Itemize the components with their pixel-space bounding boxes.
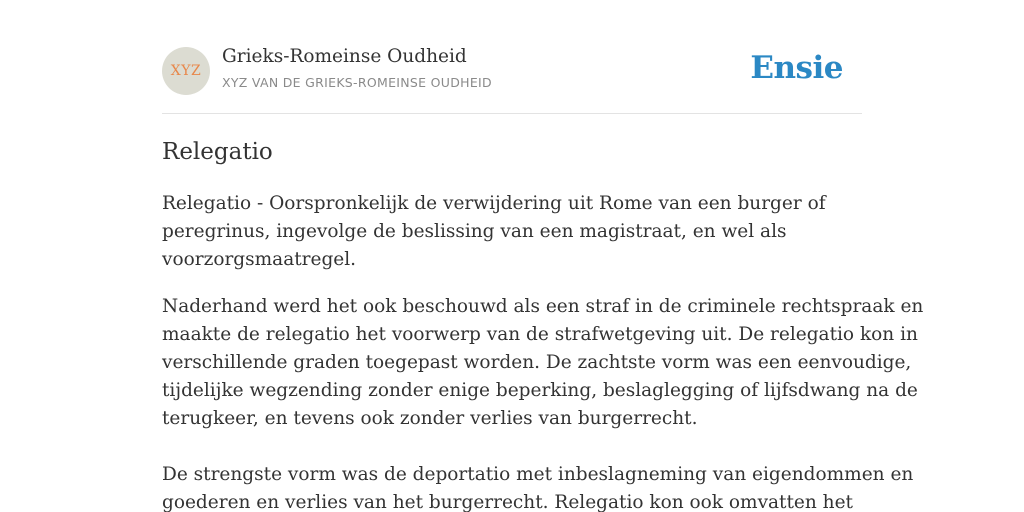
ensie-logo-link[interactable]: Ensie [750,50,843,86]
paragraph-line: terugkeer, en tevens ook zonder verlies van burgerrecht. [162,408,698,429]
source-subtitle: XYZ VAN DE GRIEKS-ROMEINSE OUDHEID [222,75,492,90]
source-header [162,0,862,114]
article-body [162,190,924,512]
paragraph [162,461,914,512]
paragraph-line: voorzorgsmaatregel. [162,249,357,270]
paragraph-line: Relegatio - Oorspronkelijk de verwijdering uit Rome van een burger of [162,193,826,214]
article-container [162,0,924,512]
source-avatar[interactable]: XYZ [162,47,210,95]
paragraph-line: goederen en verlies van het burgerrecht. Relegatio kon ook omvatten het [162,492,853,512]
paragraph-line: tijdelijke wegzending zonder enige beperking, beslaglegging of lijfsdwang na de [162,380,918,401]
source-title[interactable]: Grieks-Romeinse Oudheid [222,46,467,67]
paragraph-line: maakte de relegatio het voorwerp van de strafwetgeving uit. De relegatio kon in [162,324,918,345]
paragraph-line: Naderhand werd het ook beschouwd als een straf in de criminele rechtspraak en [162,296,924,317]
article-title: Relegatio [162,139,273,165]
paragraph-line: verschillende graden toegepast worden. De zachtste vorm was een eenvoudige, [162,352,912,373]
paragraph [162,293,924,433]
paragraph-line: peregrinus, ingevolge de beslissing van een magistraat, en wel als [162,221,787,242]
paragraph-line: De strengste vorm was de deportatio met inbeslagneming van eigendommen en [162,464,914,485]
paragraph [162,190,862,274]
